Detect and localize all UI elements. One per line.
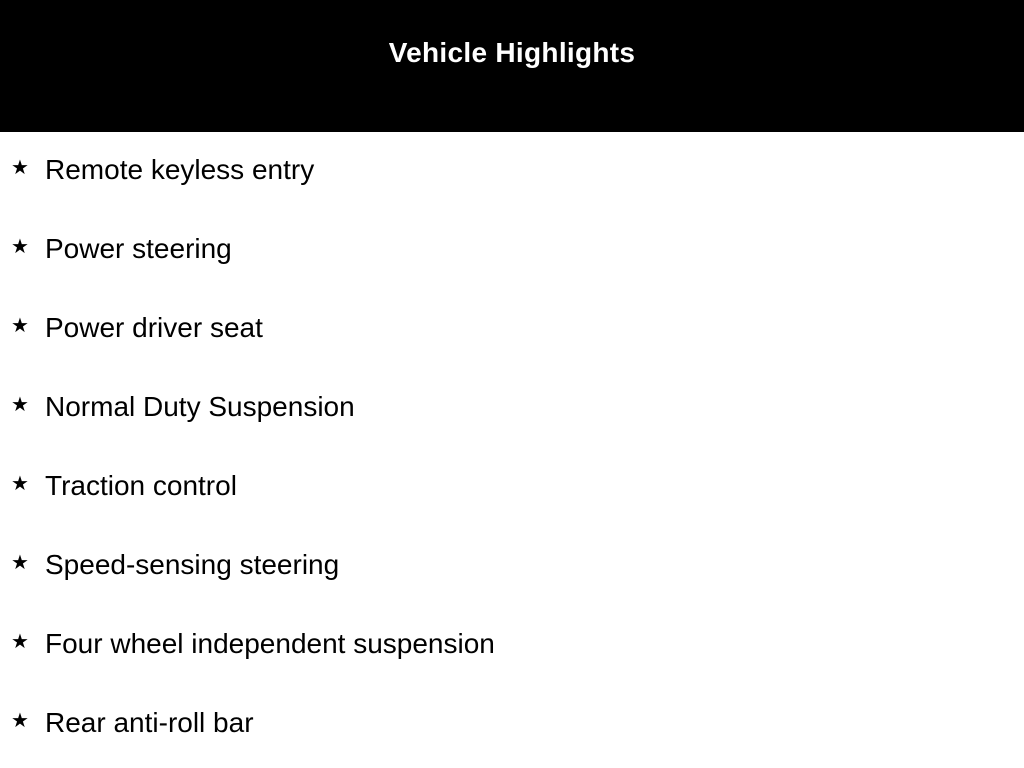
list-item-label: Power driver seat xyxy=(45,312,263,343)
list-item-label: Normal Duty Suspension xyxy=(45,391,355,422)
star-icon: ★ xyxy=(11,234,29,258)
list-item xyxy=(0,709,1024,768)
star-icon: ★ xyxy=(11,392,29,416)
list-item xyxy=(0,551,1024,630)
list-item-label: Rear anti-roll bar xyxy=(45,707,254,738)
star-icon: ★ xyxy=(11,550,29,574)
list-item xyxy=(0,393,1024,472)
header-bar xyxy=(0,0,1024,132)
star-icon: ★ xyxy=(11,708,29,732)
list-item-label: Traction control xyxy=(45,470,237,501)
list-item-label: Power steering xyxy=(45,233,232,264)
star-icon: ★ xyxy=(11,155,29,179)
star-icon: ★ xyxy=(11,313,29,337)
list-item-label: Speed-sensing steering xyxy=(45,549,340,580)
list-item xyxy=(0,314,1024,393)
star-icon: ★ xyxy=(11,629,29,653)
star-icon: ★ xyxy=(11,471,29,495)
list-item xyxy=(0,630,1024,709)
page-title: Vehicle Highlights xyxy=(388,37,636,68)
list-item xyxy=(0,156,1024,235)
list-item-label: Remote keyless entry xyxy=(45,154,315,185)
list-item xyxy=(0,235,1024,314)
highlights-list xyxy=(0,156,1024,768)
list-item-label: Four wheel independent suspension xyxy=(45,628,495,659)
list-item xyxy=(0,472,1024,551)
